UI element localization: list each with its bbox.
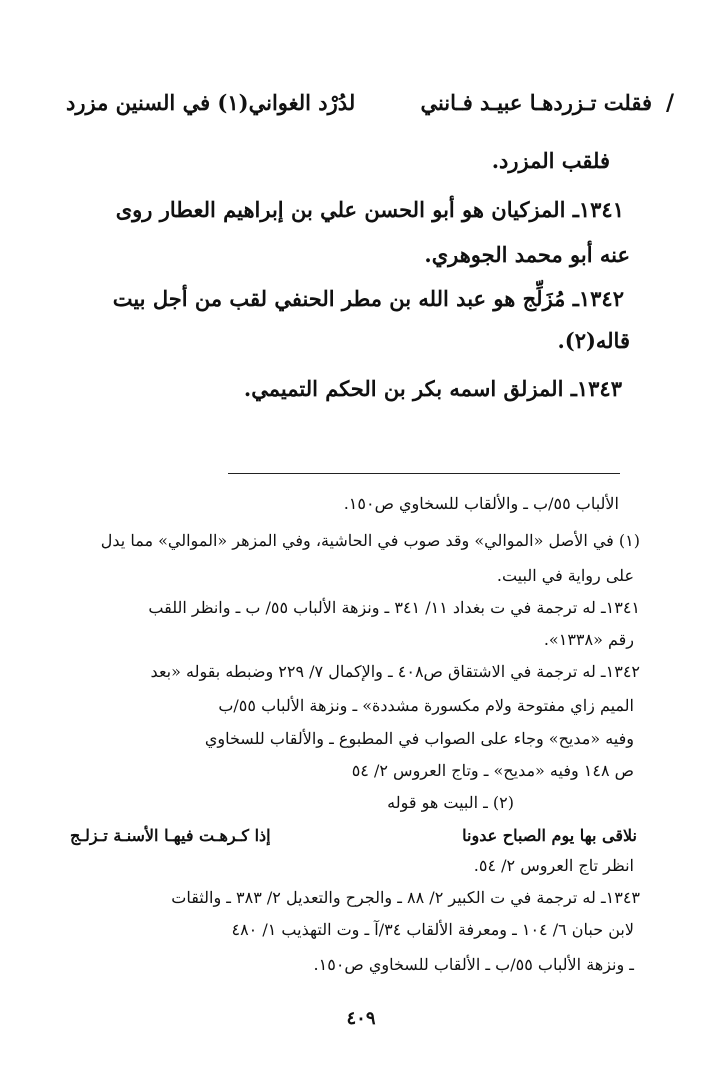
footnote-line-8: وفيه «مديح» وجاء على الصواب في المطبوع ـ والألقاب للسخاوي [204,729,634,748]
main-line-4: ١٣٤٢ـ مُزَلِّج هو عبد الله بن مطر الحنفي لقب من أجل بيت [112,286,624,311]
footnote-line-1: الألباب ٥٥/ب ـ والألقاب للسخاوي ص١٥٠. [343,494,619,513]
verse-second-hemistich: لدُرْد الغواني(١) في السنين مزرد [66,90,356,115]
main-line-6: ١٣٤٣ـ المزلق اسمه بكر بن الحكم التميمي. [243,376,622,401]
main-line-3: عنه أبو محمد الجوهري. [424,242,630,267]
footnote-verse-first-hemistich: نلاقى بها يوم الصباح عدونا [462,826,637,845]
main-line-2: ١٣٤١ـ المزكيان هو أبو الحسن علي بن إبراهيم العطار روى [115,197,624,222]
verse-first-hemistich: فقلت تـزردهـا عبيـد فـانني [420,90,652,115]
footnote-line-5: رقم «١٣٣٨». [543,630,634,649]
main-line-5: قاله(٢). [557,328,630,353]
footnote-line-9: ص ١٤٨ وفيه «مديح» ـ وتاج العروس ٢/ ٥٤ [351,761,634,780]
margin-mark: / [666,90,675,116]
footnote-line-14: ـ ونزهة الألباب ٥٥/ب ـ الألقاب للسخاوي ص١٥٠. [313,955,634,974]
page-number: ٤٠٩ [346,1008,376,1029]
footnote-line-13: لابن حبان ٦/ ١٠٤ ـ ومعرفة الألقاب ٣٤/آ ـ وت التهذيب ١/ ٤٨٠ [231,920,634,939]
footnote-verse-second-hemistich: إذا كـرهـت فيهـا الأسنـة تـزلـج [70,826,271,845]
footnote-line-10: (٢) ـ البيت هو قوله [387,793,514,812]
footnote-line-7: الميم زاي مفتوحة ولام مكسورة مشددة» ـ ونزهة الألباب ٥٥/ب [218,696,634,715]
footnote-line-4: ١٣٤١ـ له ترجمة في ت بغداد ١١/ ٣٤١ ـ ونزهة الألباب ٥٥/ ب ـ وانظر اللقب [148,598,640,617]
main-line-1: فلقب المزرد. [491,148,610,173]
footnote-separator [228,473,620,474]
footnote-line-3: على رواية في البيت. [496,566,634,585]
footnote-line-6: ١٣٤٢ـ له ترجمة في الاشتقاق ص٤٠٨ ـ والإكمال ٧/ ٢٢٩ وضبطه بقوله «بعد [150,662,640,681]
footnote-line-12: ١٣٤٣ـ له ترجمة في ت الكبير ٢/ ٨٨ ـ والجرح والتعديل ٢/ ٣٨٣ ـ والثقات [171,888,640,907]
footnote-line-11: انظر تاج العروس ٢/ ٥٤. [473,856,634,875]
footnote-line-2: (١) في الأصل «الموالي» وقد صوب في الحاشية، وفي المزهر «الموالي» مما يدل [100,531,640,550]
